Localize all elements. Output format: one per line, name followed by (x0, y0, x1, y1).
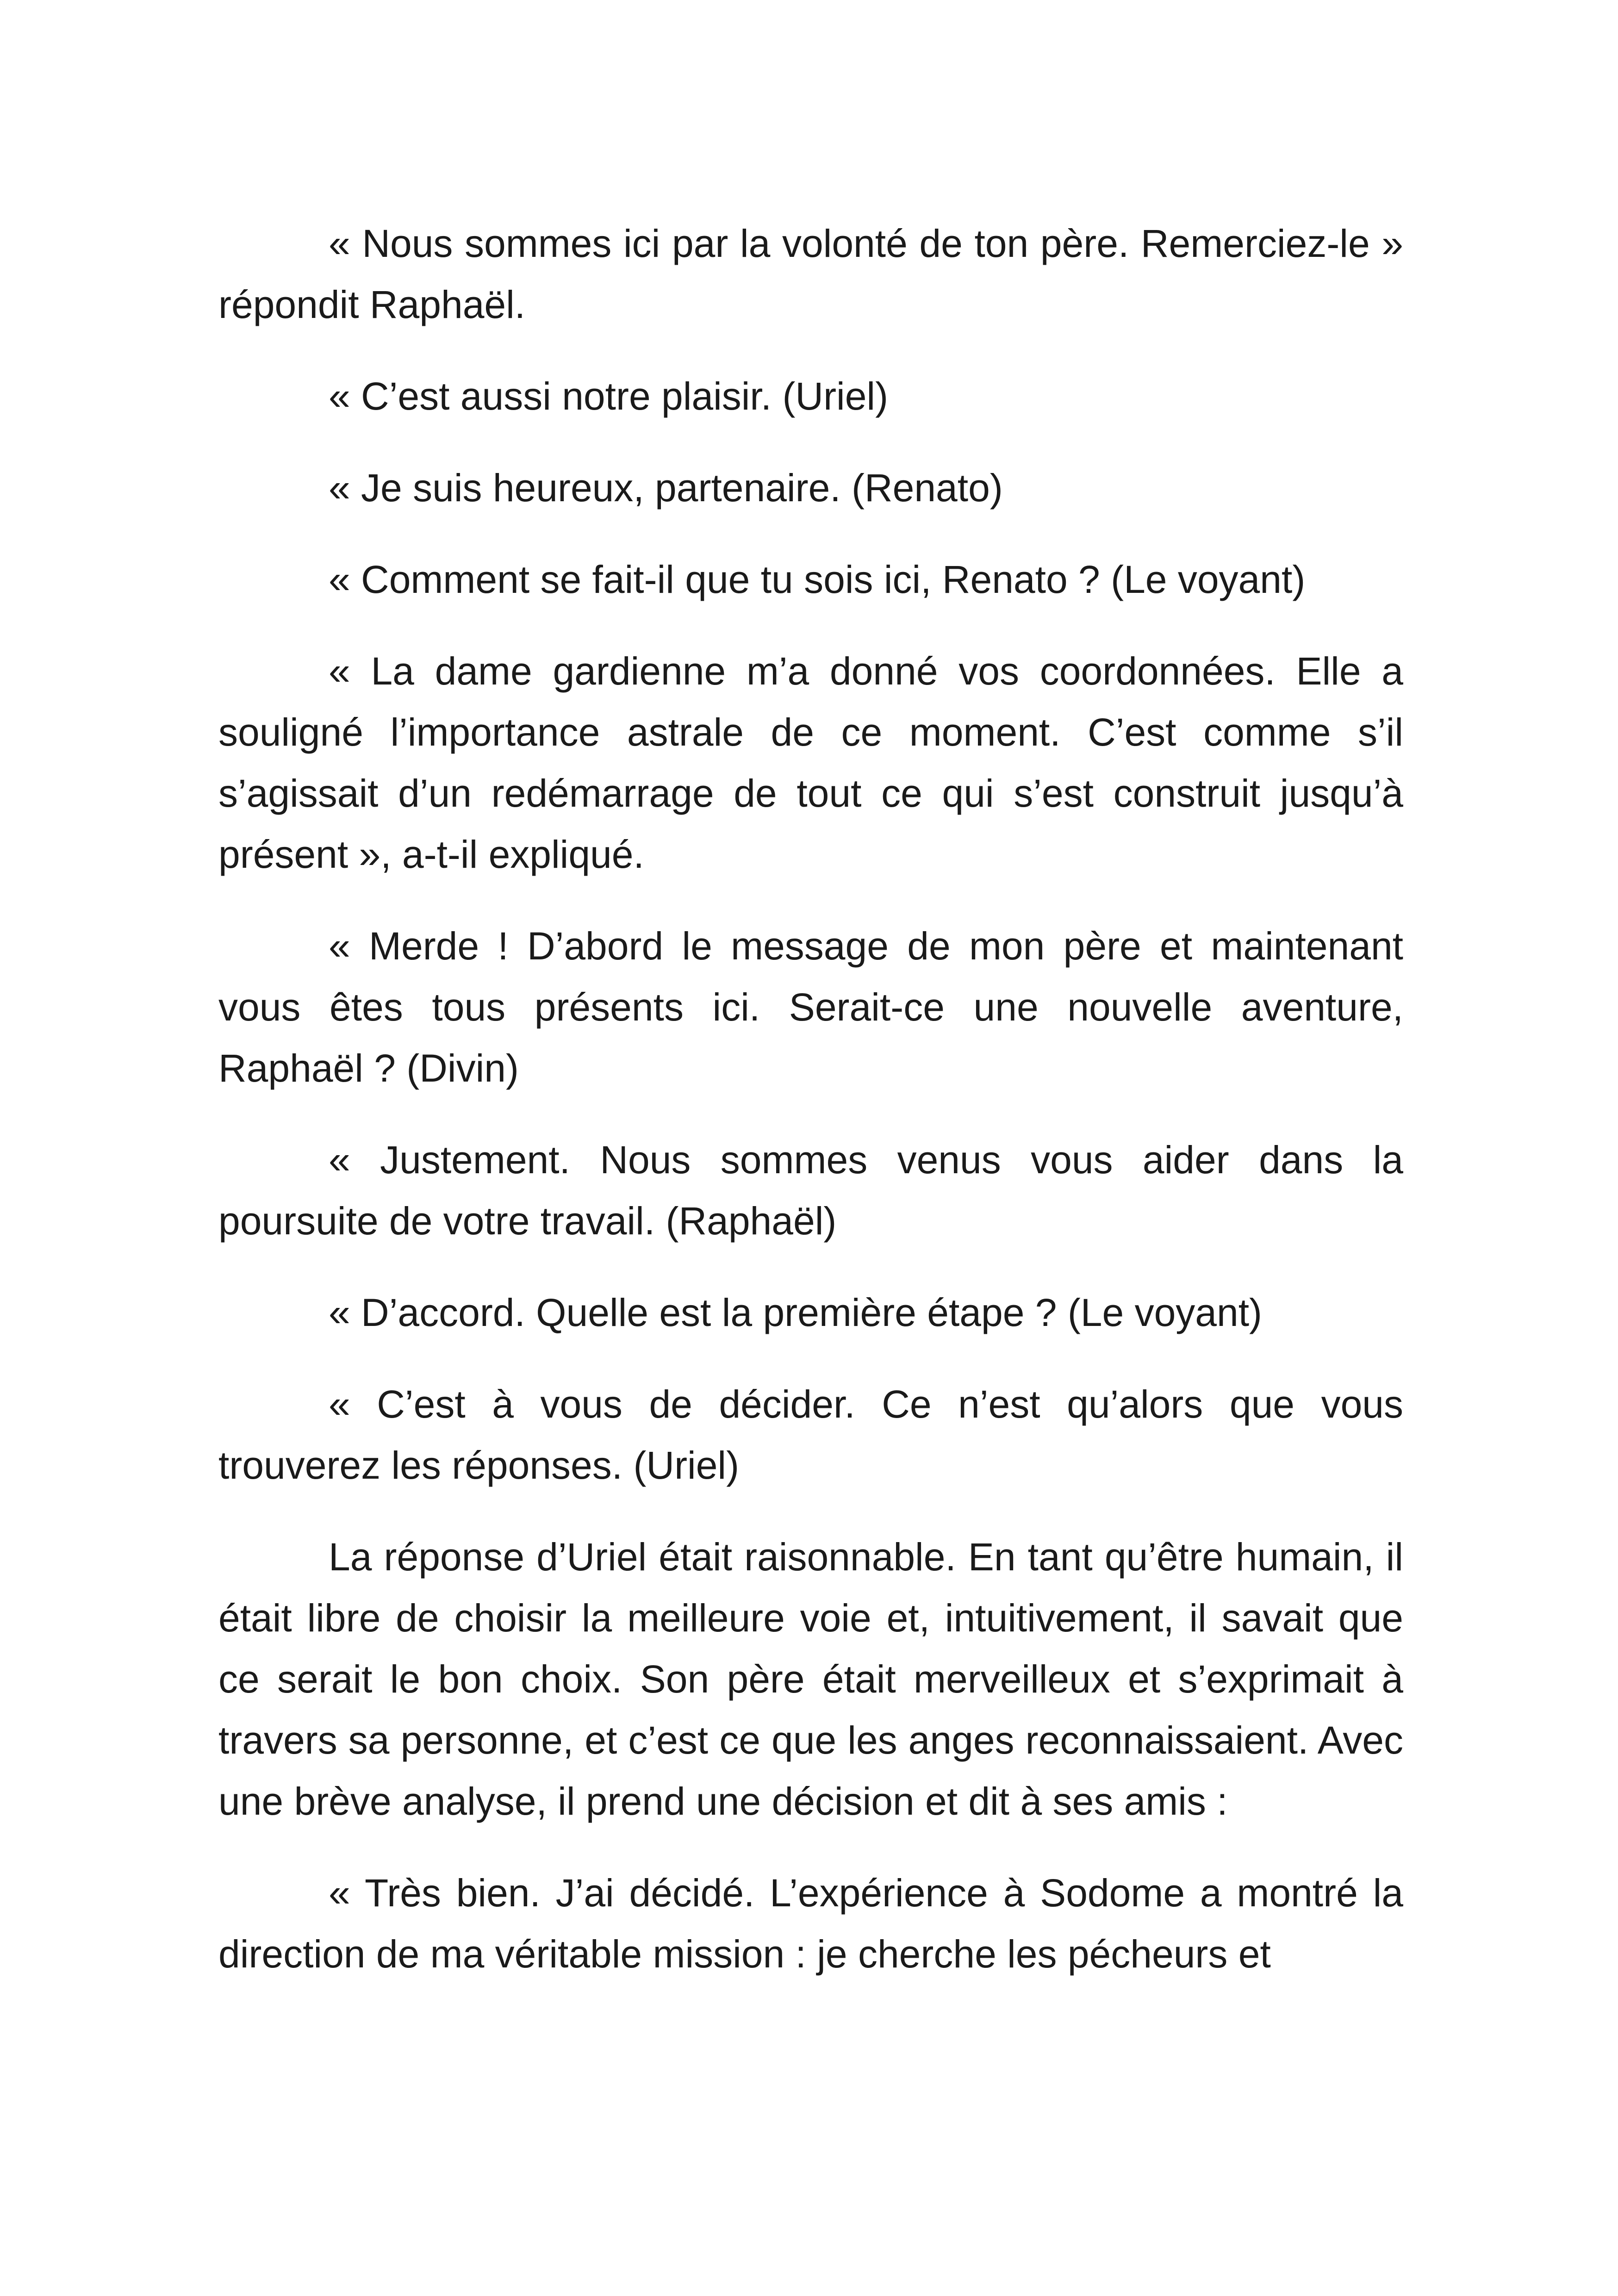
paragraph: « C’est aussi notre plaisir. (Uriel) (329, 374, 889, 418)
paragraph: « Merde ! D’abord le message de mon père et maintenant vous êtes tous présents ici. Serait-ce une nouvelle aventure, Raphaël ? (Divin) (218, 924, 1403, 1090)
paragraph: « La dame gardienne m’a donné vos coordonnées. Elle a souligné l’importance astrale de ce moment. C’est comme s’il s’agissait d’un redémarrage de tout ce qui s’est construit jusqu’à présent », a-t-il expliqué. (218, 649, 1403, 876)
paragraph: « Je suis heureux, partenaire. (Renato) (329, 466, 1003, 510)
paragraph: La réponse d’Uriel était raisonnable. En tant qu’être humain, il était libre de choisir la meilleure voie et, intuitivement, il savait que ce serait le bon choix. Son père était merveilleux et s’exprimait à travers sa personne, et c’est ce que les anges reconnaissaient. Avec une brève analyse, il prend une décision et dit à ses amis : (218, 1535, 1403, 1823)
paragraph: « Très bien. J’ai décidé. L’expérience à Sodome a montré la direction de ma véritable mission : je cherche les pécheurs et (218, 1871, 1403, 1976)
paragraph: « Comment se fait-il que tu sois ici, Renato ? (Le voyant) (329, 558, 1306, 601)
text-body (218, 213, 1403, 2015)
paragraph: « D’accord. Quelle est la première étape ? (Le voyant) (329, 1291, 1263, 1334)
paragraph: « C’est à vous de décider. Ce n’est qu’alors que vous trouverez les réponses. (Uriel) (218, 1382, 1403, 1487)
paragraph: « Nous sommes ici par la volonté de ton père. Remerciez-le » répondit Raphaël. (218, 222, 1403, 326)
paragraph: « Justement. Nous sommes venus vous aider dans la poursuite de votre travail. (Raphaël) (218, 1138, 1403, 1243)
